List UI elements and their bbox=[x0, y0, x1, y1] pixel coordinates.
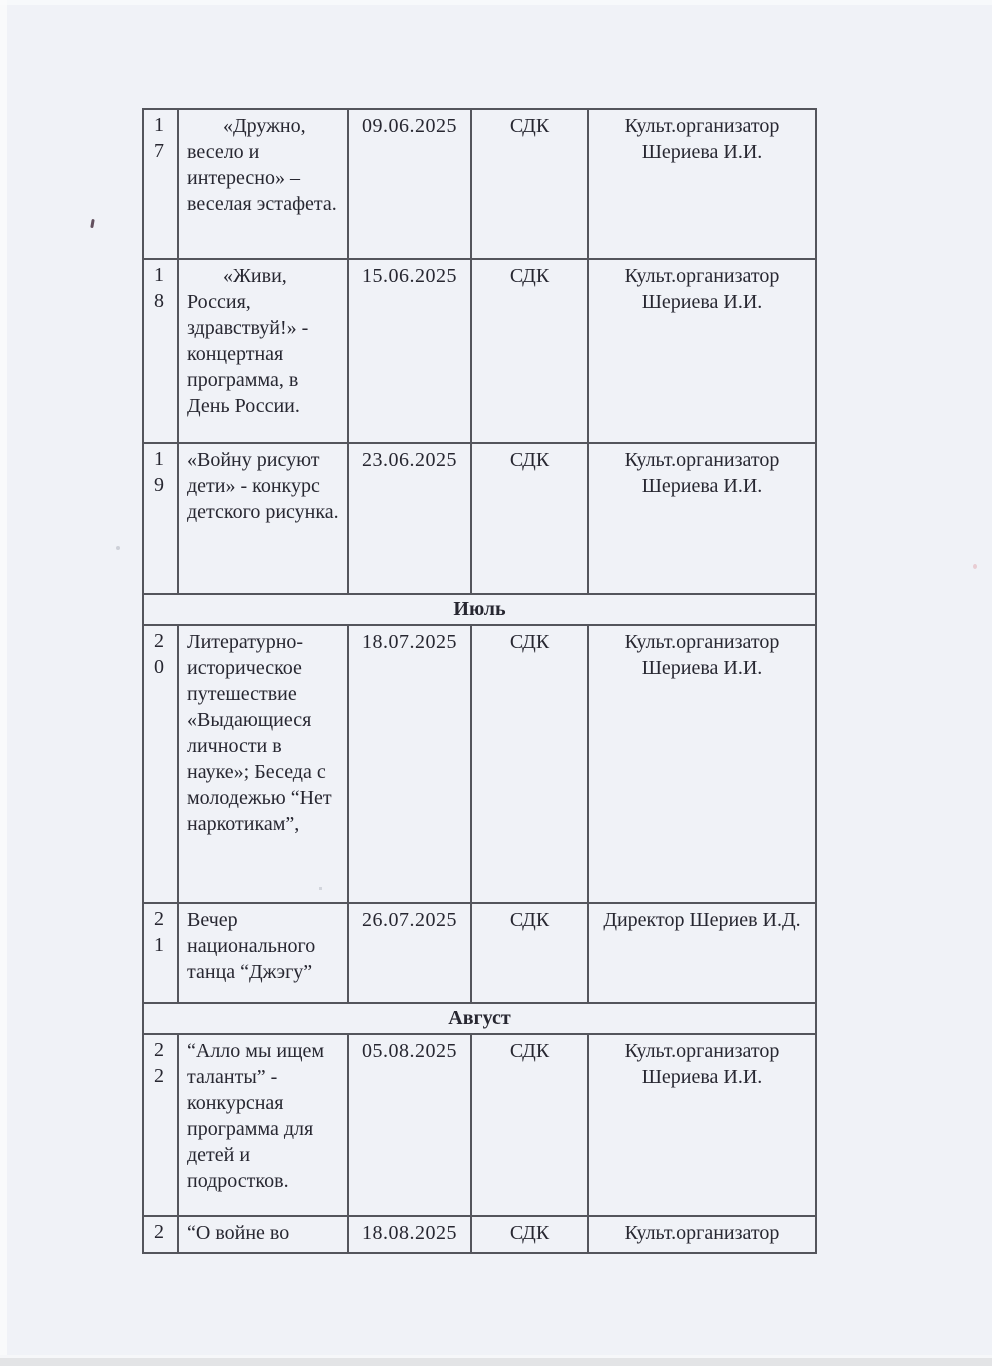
event-responsible: Культ.организатор Шериева И.И. bbox=[588, 259, 816, 443]
event-date: 18.08.2025 bbox=[348, 1216, 471, 1253]
event-date: 26.07.2025 bbox=[348, 903, 471, 1003]
scan-speck bbox=[973, 564, 977, 569]
row-number: 21 bbox=[143, 903, 178, 1003]
scan-speck bbox=[90, 219, 95, 228]
event-place: СДК bbox=[471, 259, 588, 443]
scan-edge-top bbox=[0, 0, 992, 5]
event-date: 15.06.2025 bbox=[348, 259, 471, 443]
event-date: 18.07.2025 bbox=[348, 625, 471, 903]
event-name: «Дружно, весело и интересно» – веселая эстафета. bbox=[178, 109, 348, 259]
scan-speck bbox=[116, 546, 120, 550]
month-header: Август bbox=[143, 1003, 816, 1034]
row-number: 22 bbox=[143, 1034, 178, 1216]
row-number: 17 bbox=[143, 109, 178, 259]
scan-edge-left bbox=[0, 0, 7, 1366]
event-place: СДК bbox=[471, 625, 588, 903]
event-place: СДК bbox=[471, 443, 588, 594]
event-date: 05.08.2025 bbox=[348, 1034, 471, 1216]
event-place: СДК bbox=[471, 903, 588, 1003]
event-responsible: Культ.организатор Шериева И.И. bbox=[588, 625, 816, 903]
table-row bbox=[143, 443, 816, 594]
event-responsible: Культ.организатор bbox=[588, 1216, 816, 1253]
scan-edge-bottom bbox=[0, 1355, 992, 1366]
event-name: «Живи, Россия, здравствуй!» - концертная программа, в День России. bbox=[178, 259, 348, 443]
event-place: СДК bbox=[471, 1034, 588, 1216]
table-row bbox=[143, 1034, 816, 1216]
event-place: СДК bbox=[471, 109, 588, 259]
event-responsible: Директор Шериев И.Д. bbox=[588, 903, 816, 1003]
event-name: Вечер национального танца “Джэгу” bbox=[178, 903, 348, 1003]
event-name: “Алло мы ищем таланты” - конкурсная программа для детей и подростков. bbox=[178, 1034, 348, 1216]
event-name: «Войну рисуют дети» - конкурс детского рисунка. bbox=[178, 443, 348, 594]
event-date: 23.06.2025 bbox=[348, 443, 471, 594]
event-name: Литературно-историческое путешествие «Выдающиеся личности в науке»; Беседа с молодежью “Нет наркотикам”, bbox=[178, 625, 348, 903]
row-number: 2 bbox=[143, 1216, 178, 1253]
event-name: “О войне во bbox=[178, 1216, 348, 1253]
table-row bbox=[143, 625, 816, 903]
month-header: Июль bbox=[143, 594, 816, 625]
event-responsible: Культ.организатор Шериева И.И. bbox=[588, 109, 816, 259]
event-responsible: Культ.организатор Шериева И.И. bbox=[588, 1034, 816, 1216]
month-row bbox=[143, 594, 816, 625]
month-row bbox=[143, 1003, 816, 1034]
table-row bbox=[143, 259, 816, 443]
event-place: СДК bbox=[471, 1216, 588, 1253]
event-responsible: Культ.организатор Шериева И.И. bbox=[588, 443, 816, 594]
events-table bbox=[142, 108, 817, 1254]
table-row bbox=[143, 903, 816, 1003]
table-row bbox=[143, 109, 816, 259]
table-row-partial bbox=[143, 1216, 816, 1253]
row-number: 18 bbox=[143, 259, 178, 443]
event-date: 09.06.2025 bbox=[348, 109, 471, 259]
row-number: 20 bbox=[143, 625, 178, 903]
row-number: 19 bbox=[143, 443, 178, 594]
scan-speck bbox=[319, 887, 322, 890]
